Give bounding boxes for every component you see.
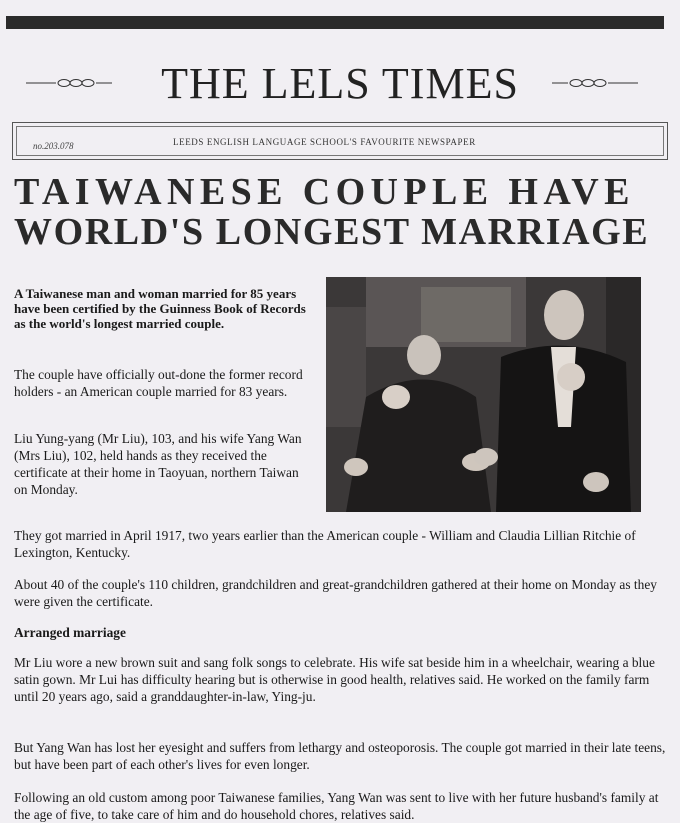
headline-line-2: WORLD'S LONGEST MARRIAGE bbox=[14, 211, 650, 253]
paragraph: Following an old custom among poor Taiwanese families, Yang Wan was sent to live with her future husband's family at the age of five, to take care of him and do household chores, relatives said. bbox=[14, 790, 659, 822]
headline-line-1: TAIWANESE COUPLE HAVE bbox=[14, 171, 635, 213]
paragraph: Mr Liu wore a new brown suit and sang folk songs to celebrate. His wife sat beside him in a wheelchair, wearing a blue satin gown. Mr Lui has difficulty hearing but is otherwise in good health, relatives said. He worked on the family farm until 20 years ago, said a granddaughter-in-law, Ying-ju. bbox=[14, 655, 655, 704]
article-headline bbox=[14, 172, 674, 252]
section-subheading: Arranged marriage bbox=[14, 625, 126, 640]
paragraph: Liu Yung-yang (Mr Liu), 103, and his wife Yang Wan (Mrs Liu), 102, held hands as they received the certificate at their home in Taoyuan, northern Taiwan on Monday. bbox=[14, 431, 302, 497]
masthead bbox=[0, 52, 680, 114]
article-lead: A Taiwanese man and woman married for 85 years have been certified by the Guinness Book of Records as the world's longest married couple. bbox=[14, 286, 306, 331]
paragraph: About 40 of the couple's 110 children, grandchildren and great-grandchildren gathered at their home on Monday as they were given the certificate. bbox=[14, 577, 657, 609]
paragraph: They got married in April 1917, two years earlier than the American couple - William and Claudia Lillian Ritchie of Lexington, Kentucky. bbox=[14, 528, 636, 560]
couple-photo bbox=[326, 277, 641, 512]
issue-number: no.203.078 bbox=[33, 141, 74, 151]
paragraph: The couple have officially out-done the former record holders - an American couple married for 83 years. bbox=[14, 367, 303, 399]
newspaper-title: THE LELS TIMES bbox=[161, 59, 519, 108]
tagline: LEEDS ENGLISH LANGUAGE SCHOOL'S FAVOURITE NEWSPAPER bbox=[173, 137, 476, 147]
photo-illustration bbox=[326, 277, 641, 512]
ornament-right-icon bbox=[552, 78, 638, 88]
paragraph: But Yang Wan has lost her eyesight and suffers from lethargy and osteoporosis. The couple got married in their late teens, but have been part of each other's lives for even longer. bbox=[14, 740, 666, 772]
top-rule bbox=[6, 16, 664, 29]
issue-bar bbox=[12, 122, 668, 160]
